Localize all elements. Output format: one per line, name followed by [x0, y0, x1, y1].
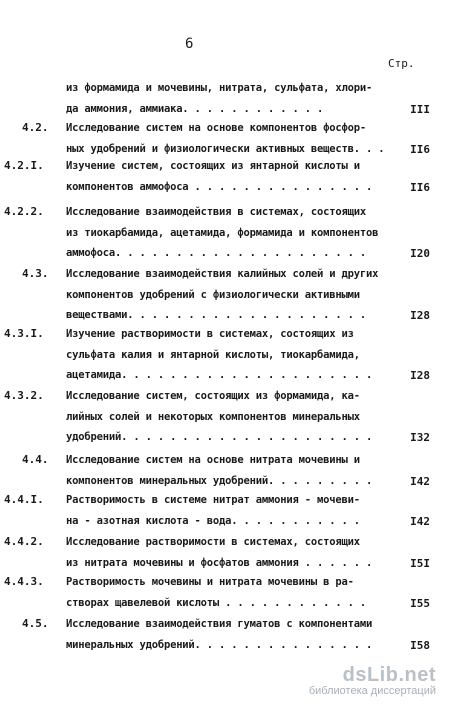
toc-entry-line: лийных солей и некоторых компонентов минеральных [66, 410, 360, 423]
toc-entry-page: I5I [410, 556, 430, 570]
toc-entry-line: Растворимость в системе нитрат аммония - мочеви- [66, 494, 360, 506]
toc-entry-line: удобрений. . . . . . . . . . . . . . . . . . . . . [66, 431, 373, 443]
toc-entry-page: III [410, 102, 430, 116]
toc-entry-number: 4.4. [22, 453, 49, 466]
toc-entry-line: компонентов аммофоса . . . . . . . . . . . . . . . [66, 180, 373, 193]
toc-entry-page: I20 [410, 247, 430, 260]
toc-entry-number: 4.2. [22, 121, 49, 134]
toc-entry-page: II6 [410, 142, 430, 156]
toc-entry-page: I42 [410, 474, 430, 488]
toc-entry-page: I55 [410, 596, 430, 610]
toc-entry-line: из формамида и мочевины, нитрата, сульфата, хлори- [66, 82, 373, 94]
toc-entry-number: 4.5. [22, 617, 49, 630]
toc-entry-line: Исследование взаимодействия гуматов с компонентами [66, 618, 373, 630]
toc-entry-line: на - азотная кислота - вода. . . . . . . . . . . [66, 514, 360, 527]
watermark [309, 664, 436, 697]
toc-entry-page: I28 [410, 369, 430, 382]
toc-entry-line: Растворимость мочевины и нитрата мочевины в ра- [66, 576, 354, 588]
toc-entry-line: из тиокарбамида, ацетамида, формамида и компонентов [66, 226, 379, 239]
toc-entry-number: 4.4.2. [4, 535, 44, 548]
watermark-caption: библиотека диссертаций [308, 685, 436, 697]
page-column-header: Стр. [388, 57, 415, 70]
toc-entry-number: 4.4.3. [4, 575, 44, 588]
toc-entry-line: сульфата калия и янтарной кислоты, тиокарбамида, [66, 348, 360, 361]
toc-entry-line: Исследование систем, состоящих из формамида, ка- [66, 390, 360, 402]
toc-entry-number: 4.4.I. [4, 493, 44, 506]
toc-entry-line: ацетамида. . . . . . . . . . . . . . . . . . . . . [66, 369, 373, 381]
toc-entry-line: ных удобрений и физиологически активных веществ. . . [66, 142, 385, 155]
toc-entry-line: Исследование систем на основе компонентов фосфор- [66, 122, 366, 134]
toc-entry-line: Исследование взаимодействия в системах, состоящих [66, 206, 366, 218]
toc-entry-page: I42 [410, 514, 430, 528]
toc-entry-number: 4.2.2. [4, 205, 44, 218]
toc-entry-line: Изучение систем, состоящих из янтарной кислоты и [66, 160, 360, 172]
toc-entry-line: да аммония, аммиака. . . . . . . . . . . . [66, 102, 324, 115]
toc-entry-line: из нитрата мочевины и фосфатов аммония . . . . . . [66, 556, 373, 569]
toc-entry-number: 4.2.I. [4, 159, 44, 172]
toc-entry-number: 4.3.2. [4, 389, 44, 402]
toc-entry-line: веществами. . . . . . . . . . . . . . . . . . . . [66, 309, 366, 321]
toc-entry-number: 4.3.I. [4, 327, 44, 340]
toc-entry-line: Исследование взаимодействия калийных солей и других [66, 268, 379, 280]
toc-entry-line: компонентов удобрений с физиологически активными [66, 288, 360, 301]
toc-entry-line: компонентов минеральных удобрений. . . . . . . . . [66, 474, 373, 487]
toc-entry-line: створах щавелевой кислоты . . . . . . . . . . . . [66, 596, 366, 609]
toc-entry-line: Исследование систем на основе нитрата мочевины и [66, 454, 360, 466]
toc-entry-page: II6 [410, 180, 430, 194]
toc-entry-line: аммофоса. . . . . . . . . . . . . . . . . . . . . [66, 247, 366, 259]
page-number: 6 [185, 36, 194, 52]
watermark-logo: dsLib.net [342, 664, 436, 686]
toc-entry-line: Изучение растворимости в системах, состоящих из [66, 328, 354, 340]
toc-entry-page: I58 [410, 638, 430, 652]
toc-entry-page: I32 [410, 431, 430, 444]
toc-entry-line: Исследование растворимости в системах, состоящих [66, 536, 360, 548]
toc-entry-page: I28 [410, 309, 430, 322]
toc-entry-number: 4.3. [22, 267, 49, 280]
toc-entry-line: минеральных удобрений. . . . . . . . . . . . . . . [66, 638, 373, 651]
